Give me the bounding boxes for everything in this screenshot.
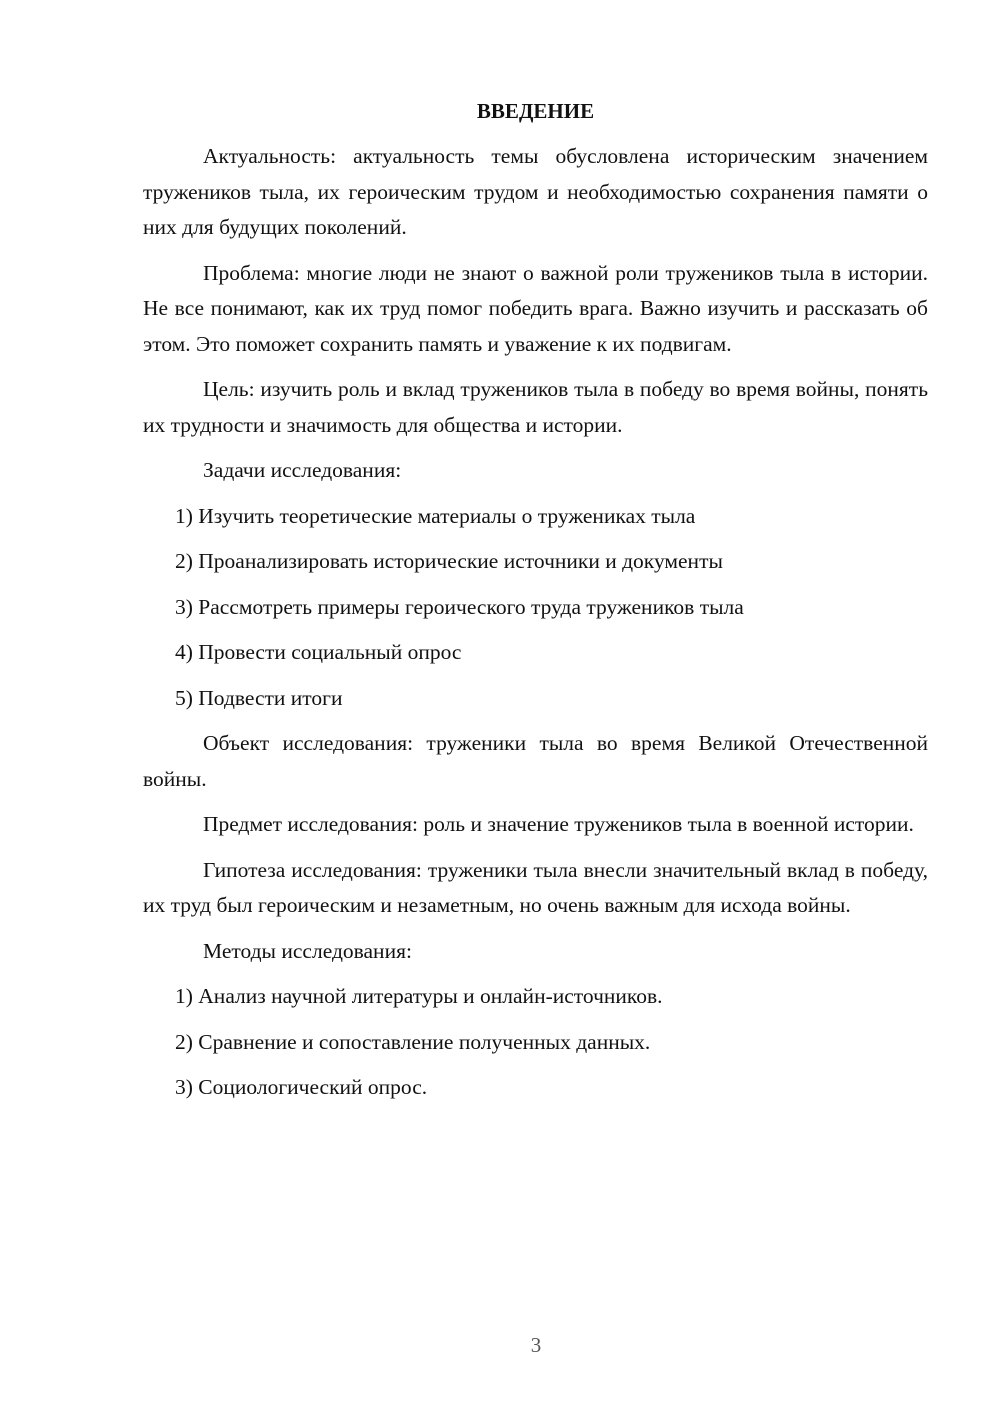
subject-paragraph: Предмет исследования: роль и значение тружеников тыла в военной истории. — [203, 812, 914, 836]
tasks-heading: Задачи исследования: — [203, 458, 402, 482]
task-item: 4) Провести социальный опрос — [175, 640, 462, 664]
problem-paragraph: Проблема: многие люди не знают о важной роли тружеников тыла в истории. Не все понимают, как их труд помог победить врага. Важно изучить и рассказать об этом. Это поможет сохранить память и уважение к их подвигам. — [143, 260, 928, 356]
section-title: ВВЕДЕНИЕ — [476, 99, 595, 123]
object-paragraph: Объект исследования: труженики тыла во время Великой Отечественной войны. — [143, 731, 928, 791]
hypothesis-paragraph: Гипотеза исследования: труженики тыла внесли значительный вклад в победу, их труд был героическим и незаметным, но очень важным для исхода войны. — [143, 857, 928, 917]
task-item: 1) Изучить теоретические материалы о тружениках тыла — [175, 503, 696, 528]
tasks-list — [143, 499, 928, 717]
task-item: 5) Подвести итоги — [175, 685, 343, 710]
page-content — [143, 95, 928, 1116]
method-item: 2) Сравнение и сопоставление полученных данных. — [175, 1029, 651, 1054]
methods-list — [143, 979, 928, 1106]
methods-heading: Методы исследования: — [203, 938, 412, 963]
page-number: 3 — [530, 1333, 542, 1357]
goal-paragraph: Цель: изучить роль и вклад тружеников тыла в победу во время войны, понять их трудности и значимость для общества и истории. — [143, 377, 928, 437]
method-item: 3) Социологический опрос. — [175, 1075, 428, 1099]
method-item: 1) Анализ научной литературы и онлайн-источников. — [175, 984, 663, 1008]
task-item: 2) Проанализировать исторические источники и документы — [175, 549, 723, 573]
task-item: 3) Рассмотреть примеры героического труда тружеников тыла — [175, 594, 744, 619]
relevance-paragraph: Актуальность: актуальность темы обусловлена историческим значением тружеников тыла, их героическим трудом и необходимостью сохранения памяти о них для будущих поколений. — [143, 144, 928, 239]
